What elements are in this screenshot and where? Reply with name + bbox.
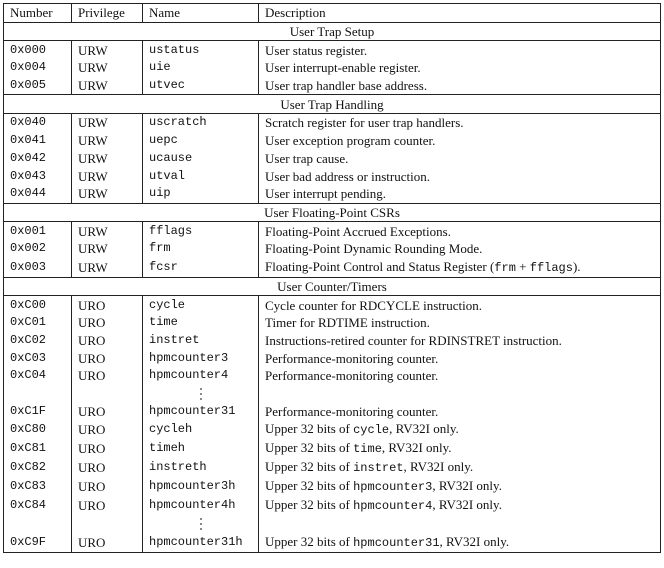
code-text: cycle <box>353 423 390 438</box>
csr-name: hpmcounter3 <box>143 349 259 367</box>
vertical-ellipsis-icon <box>199 516 203 532</box>
csr-number: 0xC04 <box>4 367 72 385</box>
csr-description <box>259 114 661 132</box>
csr-name: hpmcounter31 <box>143 402 259 420</box>
csr-number: 0xC02 <box>4 332 72 350</box>
csr-privilege: URO <box>72 349 143 367</box>
description-text: Scratch register for user trap handlers. <box>265 115 464 131</box>
description-text: Upper 32 bits of <box>265 497 354 513</box>
table-row <box>4 258 661 278</box>
ellipsis-dot <box>200 528 202 530</box>
table-row <box>4 185 661 203</box>
csr-description <box>259 41 661 59</box>
csr-name: utval <box>143 167 259 185</box>
table-row <box>4 41 661 59</box>
csr-name: uip <box>143 185 259 203</box>
table-row <box>4 167 661 185</box>
description-text: + <box>515 258 530 274</box>
csr-privilege: URO <box>72 420 143 439</box>
description-text: User trap cause. <box>265 150 349 166</box>
table-row <box>4 59 661 77</box>
csr-number: 0x001 <box>4 222 72 240</box>
csr-privilege: URW <box>72 59 143 77</box>
description-text: , RV32I only. <box>432 497 502 513</box>
csr-description <box>259 167 661 185</box>
table-row <box>4 458 661 477</box>
csr-privilege: URW <box>72 132 143 150</box>
csr-name: uepc <box>143 132 259 150</box>
csr-name: cycleh <box>143 420 259 439</box>
empty-cell <box>4 515 72 533</box>
empty-cell <box>72 385 143 403</box>
table-row <box>4 150 661 168</box>
section-title: User Counter/Timers <box>4 277 661 296</box>
table-row <box>4 402 661 420</box>
code-text: hpmcounter4 <box>353 499 433 514</box>
description-text: Upper 32 bits of <box>265 440 354 456</box>
section-header <box>4 95 661 114</box>
csr-privilege: URW <box>72 114 143 132</box>
csr-number: 0x041 <box>4 132 72 150</box>
section-header <box>4 22 661 41</box>
header-number: Number <box>4 4 72 23</box>
csr-table <box>3 3 661 553</box>
description-text: , RV32I only. <box>439 533 510 549</box>
csr-description <box>259 349 661 367</box>
csr-name: time <box>143 314 259 332</box>
csr-name: uie <box>143 59 259 77</box>
table-row <box>4 222 661 240</box>
csr-number: 0x043 <box>4 167 72 185</box>
table-row <box>4 296 661 314</box>
description-text: , RV32I only. <box>403 459 474 475</box>
section-title: User Floating-Point CSRs <box>4 203 661 222</box>
table-row <box>4 77 661 95</box>
csr-description <box>259 332 661 350</box>
description-text: Performance-monitoring counter. <box>265 350 439 366</box>
description-text: Floating-Point Accrued Exceptions. <box>265 223 451 239</box>
csr-privilege: URO <box>72 439 143 458</box>
csr-number: 0xC03 <box>4 349 72 367</box>
csr-description <box>259 402 661 420</box>
vertical-ellipsis-icon <box>199 386 203 402</box>
vertical-ellipsis-icon <box>143 385 259 403</box>
description-text: User interrupt pending. <box>265 186 386 202</box>
csr-name: ucause <box>143 150 259 168</box>
section-header <box>4 203 661 222</box>
header-row <box>4 4 661 23</box>
vertical-ellipsis-icon <box>143 515 259 533</box>
csr-name: hpmcounter3h <box>143 477 259 496</box>
csr-number: 0x002 <box>4 240 72 258</box>
description-text: , RV32I only. <box>389 421 459 437</box>
csr-name: frm <box>143 240 259 258</box>
csr-privilege: URO <box>72 314 143 332</box>
description-text: Performance-monitoring counter. <box>265 403 439 419</box>
description-text: User bad address or instruction. <box>265 168 430 184</box>
description-text: Performance-monitoring counter. <box>265 368 439 384</box>
csr-description <box>259 59 661 77</box>
csr-number: 0x000 <box>4 41 72 59</box>
table-row <box>4 439 661 458</box>
csr-name: cycle <box>143 296 259 314</box>
csr-number: 0xC83 <box>4 477 72 496</box>
csr-privilege: URO <box>72 367 143 385</box>
ellipsis-dot <box>200 518 202 520</box>
csr-privilege: URO <box>72 332 143 350</box>
table-row <box>4 114 661 132</box>
csr-name: hpmcounter4 <box>143 367 259 385</box>
csr-name: fflags <box>143 222 259 240</box>
empty-cell <box>259 515 661 533</box>
csr-name: utvec <box>143 77 259 95</box>
code-text: fflags <box>529 260 573 275</box>
section-title: User Trap Setup <box>4 22 661 41</box>
csr-name: ustatus <box>143 41 259 59</box>
table-row <box>4 314 661 332</box>
csr-number: 0x004 <box>4 59 72 77</box>
csr-description <box>259 496 661 515</box>
description-text: Upper 32 bits of <box>265 533 354 549</box>
csr-privilege: URO <box>72 458 143 477</box>
csr-description <box>259 439 661 458</box>
csr-privilege: URW <box>72 167 143 185</box>
table-row <box>4 240 661 258</box>
csr-privilege: URW <box>72 185 143 203</box>
csr-privilege: URO <box>72 477 143 496</box>
csr-description <box>259 258 661 278</box>
csr-privilege: URW <box>72 240 143 258</box>
csr-name: timeh <box>143 439 259 458</box>
csr-description <box>259 150 661 168</box>
ellipsis-dot <box>200 398 202 400</box>
csr-privilege: URW <box>72 222 143 240</box>
csr-privilege: URW <box>72 77 143 95</box>
description-text: Floating-Point Control and Status Register ( <box>265 258 495 274</box>
description-text: Cycle counter for RDCYCLE instruction. <box>265 297 482 313</box>
csr-number: 0x042 <box>4 150 72 168</box>
csr-number: 0x005 <box>4 77 72 95</box>
table-row <box>4 367 661 385</box>
code-text: instret <box>353 461 404 476</box>
csr-number: 0xC01 <box>4 314 72 332</box>
description-text: ). <box>572 258 581 274</box>
csr-privilege: URW <box>72 258 143 278</box>
csr-name: instret <box>143 332 259 350</box>
code-text: frm <box>494 260 516 275</box>
csr-description <box>259 533 661 553</box>
header-description: Description <box>259 4 661 23</box>
csr-privilege: URW <box>72 150 143 168</box>
code-text: time <box>353 442 382 457</box>
csr-description <box>259 420 661 439</box>
empty-cell <box>72 515 143 533</box>
csr-privilege: URW <box>72 41 143 59</box>
csr-number: 0xC1F <box>4 402 72 420</box>
csr-privilege: URO <box>72 296 143 314</box>
csr-number: 0x040 <box>4 114 72 132</box>
csr-privilege: URO <box>72 496 143 515</box>
csr-number: 0xC9F <box>4 533 72 553</box>
csr-privilege: URO <box>72 533 143 553</box>
csr-name: instreth <box>143 458 259 477</box>
description-text: Instructions-retired counter for RDINSTRET instruction. <box>265 333 562 349</box>
csr-description <box>259 132 661 150</box>
description-text: Timer for RDTIME instruction. <box>265 315 430 331</box>
csr-description <box>259 240 661 258</box>
ellipsis-dot <box>200 393 202 395</box>
description-text: Upper 32 bits of <box>265 459 354 475</box>
ellipsis-row <box>4 515 661 533</box>
description-text: Upper 32 bits of <box>265 421 354 437</box>
description-text: User status register. <box>265 42 368 58</box>
csr-number: 0xC82 <box>4 458 72 477</box>
table-row <box>4 420 661 439</box>
ellipsis-dot <box>200 388 202 390</box>
csr-description <box>259 458 661 477</box>
csr-number: 0xC81 <box>4 439 72 458</box>
header-privilege: Privilege <box>72 4 143 23</box>
csr-name: uscratch <box>143 114 259 132</box>
ellipsis-dot <box>200 523 202 525</box>
header-name: Name <box>143 4 259 23</box>
empty-cell <box>259 385 661 403</box>
description-text: Upper 32 bits of <box>265 478 354 494</box>
section-header <box>4 277 661 296</box>
csr-number: 0xC80 <box>4 420 72 439</box>
section-title: User Trap Handling <box>4 95 661 114</box>
code-text: hpmcounter31 <box>353 535 440 550</box>
csr-name: hpmcounter31h <box>143 533 259 553</box>
description-text: User exception program counter. <box>265 133 436 149</box>
empty-cell <box>4 385 72 403</box>
table-row <box>4 477 661 496</box>
table-row <box>4 496 661 515</box>
csr-privilege: URO <box>72 402 143 420</box>
csr-name: fcsr <box>143 258 259 278</box>
csr-description <box>259 222 661 240</box>
csr-number: 0xC84 <box>4 496 72 515</box>
table-row <box>4 349 661 367</box>
description-text: , RV32I only. <box>432 478 502 494</box>
csr-number: 0xC00 <box>4 296 72 314</box>
csr-description <box>259 477 661 496</box>
description-text: User trap handler base address. <box>265 78 428 94</box>
description-text: Floating-Point Dynamic Rounding Mode. <box>265 241 483 257</box>
csr-description <box>259 314 661 332</box>
table-row <box>4 132 661 150</box>
csr-number: 0x003 <box>4 258 72 278</box>
table-row <box>4 533 661 553</box>
csr-description <box>259 185 661 203</box>
csr-number: 0x044 <box>4 185 72 203</box>
csr-description <box>259 367 661 385</box>
csr-description <box>259 296 661 314</box>
csr-description <box>259 77 661 95</box>
description-text: , RV32I only. <box>381 440 452 456</box>
code-text: hpmcounter3 <box>353 480 433 495</box>
description-text: User interrupt-enable register. <box>265 60 421 76</box>
table-row <box>4 332 661 350</box>
csr-name: hpmcounter4h <box>143 496 259 515</box>
ellipsis-row <box>4 385 661 403</box>
